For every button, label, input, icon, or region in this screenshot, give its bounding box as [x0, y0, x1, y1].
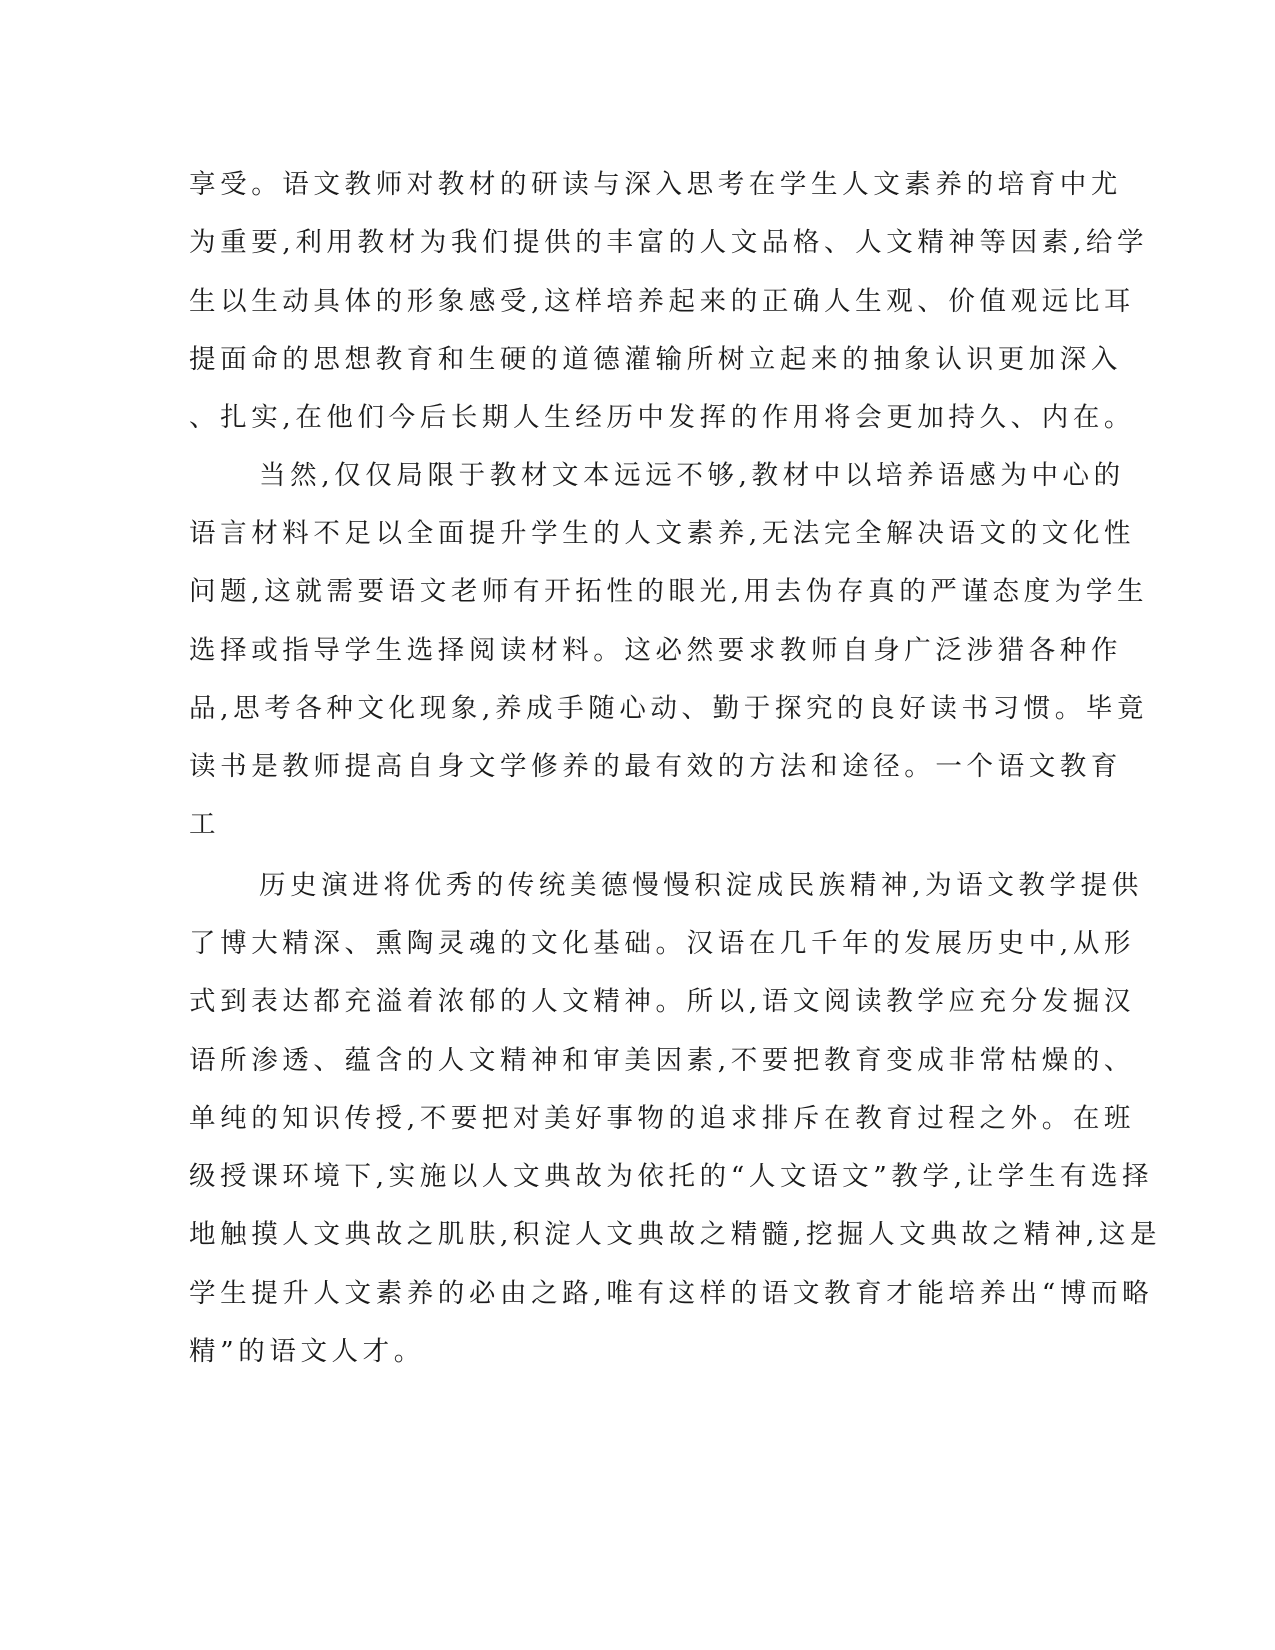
text-line: 精”的语文人才。: [189, 1336, 425, 1367]
text-line: 提面命的思想教育和生硬的道德灌输所树立起来的抽象认识更加深入: [189, 344, 1122, 375]
paragraph-first-line: 历史演进将优秀的传统美德慢慢积淀成民族精神,为语文教学提供: [259, 870, 1143, 901]
text-line: 工: [189, 809, 221, 840]
text-line: 语所渗透、蕴含的人文精神和审美因素,不要把教育变成非常枯燥的、: [189, 1045, 1136, 1076]
paragraph-first-line: 当然,仅仅局限于教材文本远远不够,教材中以培养语感为中心的: [259, 460, 1125, 491]
text-line: 为重要,利用教材为我们提供的丰富的人文品格、人文精神等因素,给学: [189, 227, 1149, 258]
text-line: 生以生动具体的形象感受,这样培养起来的正确人生观、价值观远比耳: [189, 286, 1136, 317]
text-line: 读书是教师提高自身文学修养的最有效的方法和途径。一个语文教育: [189, 751, 1122, 782]
text-line: 语言材料不足以全面提升学生的人文素养,无法完全解决语文的文化性: [189, 518, 1136, 549]
text-line: 式到表达都充溢着浓郁的人文精神。所以,语文阅读教学应充分发掘汉: [189, 986, 1136, 1017]
text-line: 学生提升人文素养的必由之路,唯有这样的语文教育才能培养出“博而略: [189, 1278, 1154, 1309]
text-line: 、扎实,在他们今后长期人生经历中发挥的作用将会更加持久、内在。: [189, 402, 1136, 433]
text-line: 了博大精深、熏陶灵魂的文化基础。汉语在几千年的发展历史中,从形: [189, 928, 1136, 959]
text-line: 问题,这就需要语文老师有开拓性的眼光,用去伪存真的严谨态度为学生: [189, 576, 1149, 607]
text-line: 级授课环境下,实施以人文典故为依托的“人文语文”教学,让学生有选择: [189, 1161, 1154, 1192]
text-line: 单纯的知识传授,不要把对美好事物的追求排斥在教育过程之外。在班: [189, 1103, 1136, 1134]
text-line: 地触摸人文典故之肌肤,积淀人文典故之精髓,挖掘人文典故之精神,这是: [189, 1219, 1162, 1250]
text-line: 享受。语文教师对教材的研读与深入思考在学生人文素养的培育中尤: [189, 169, 1122, 200]
text-line: 选择或指导学生选择阅读材料。这必然要求教师自身广泛涉猎各种作: [189, 635, 1122, 666]
text-line: 品,思考各种文化现象,养成手随心动、勤于探究的良好读书习惯。毕竟: [189, 693, 1149, 724]
